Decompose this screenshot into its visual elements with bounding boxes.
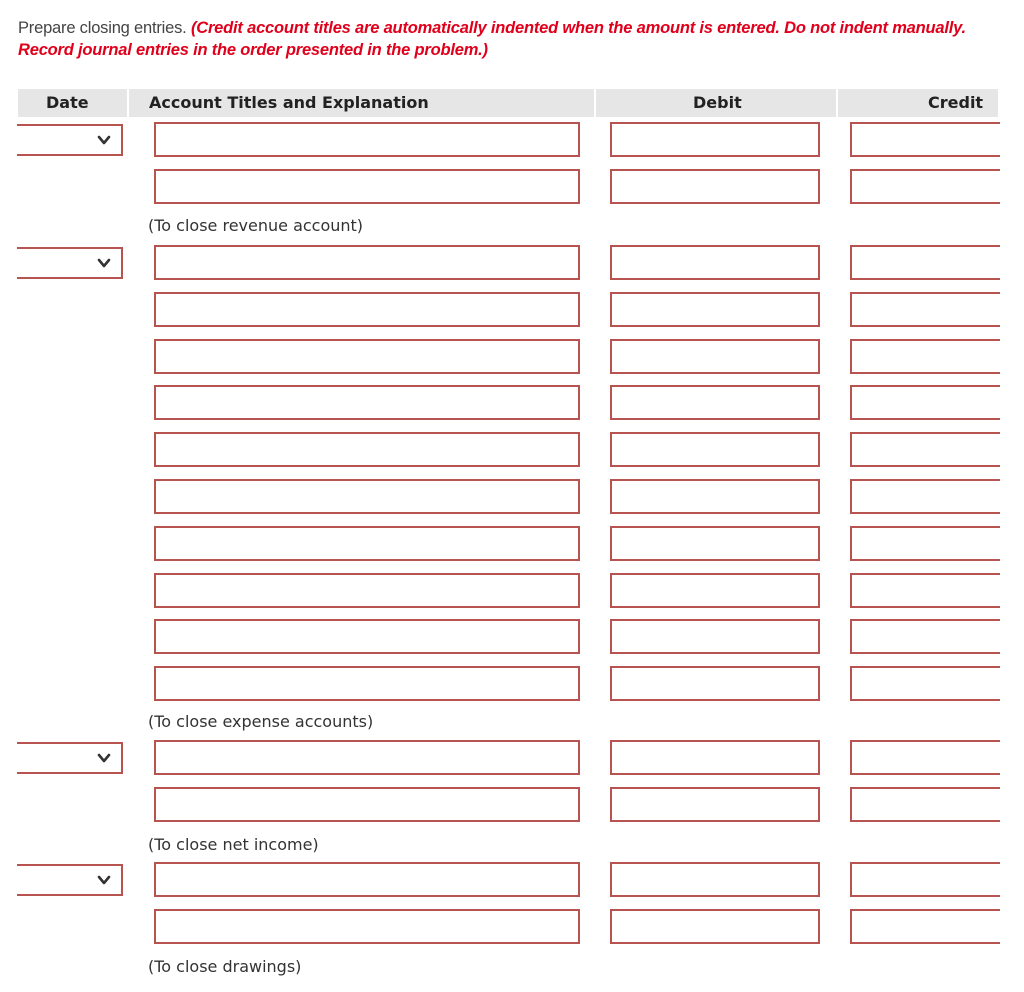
account-field[interactable] bbox=[154, 909, 580, 944]
debit-field[interactable] bbox=[610, 619, 820, 654]
account-field[interactable] bbox=[154, 169, 580, 204]
account-field[interactable] bbox=[154, 122, 580, 157]
chevron-down-icon bbox=[97, 874, 111, 886]
account-field[interactable] bbox=[154, 740, 580, 775]
account-field[interactable] bbox=[154, 787, 580, 822]
account-field[interactable] bbox=[154, 526, 580, 561]
debit-field[interactable] bbox=[610, 169, 820, 204]
debit-field[interactable] bbox=[610, 245, 820, 280]
debit-field[interactable] bbox=[610, 573, 820, 608]
header-credit: Credit bbox=[928, 93, 984, 112]
credit-field[interactable] bbox=[850, 740, 1000, 775]
credit-field[interactable] bbox=[850, 862, 1000, 897]
chevron-down-icon bbox=[97, 134, 111, 146]
debit-field[interactable] bbox=[610, 122, 820, 157]
debit-field[interactable] bbox=[610, 666, 820, 701]
entry-explanation: (To close net income) bbox=[148, 835, 319, 854]
instructions-prefix: Prepare closing entries. bbox=[18, 19, 187, 37]
credit-field[interactable] bbox=[850, 479, 1000, 514]
credit-field[interactable] bbox=[850, 666, 1000, 701]
credit-field[interactable] bbox=[850, 573, 1000, 608]
debit-field[interactable] bbox=[610, 909, 820, 944]
header-date: Date bbox=[46, 93, 89, 112]
credit-field[interactable] bbox=[850, 619, 1000, 654]
debit-field[interactable] bbox=[610, 292, 820, 327]
credit-field[interactable] bbox=[850, 432, 1000, 467]
debit-field[interactable] bbox=[610, 787, 820, 822]
account-field[interactable] bbox=[154, 385, 580, 420]
date-select[interactable] bbox=[17, 742, 123, 774]
account-field[interactable] bbox=[154, 292, 580, 327]
account-field[interactable] bbox=[154, 339, 580, 374]
account-field[interactable] bbox=[154, 619, 580, 654]
entry-explanation: (To close expense accounts) bbox=[148, 712, 374, 731]
date-select[interactable] bbox=[17, 124, 123, 156]
account-field[interactable] bbox=[154, 666, 580, 701]
chevron-down-icon bbox=[97, 752, 111, 764]
credit-field[interactable] bbox=[850, 169, 1000, 204]
account-field[interactable] bbox=[154, 432, 580, 467]
credit-field[interactable] bbox=[850, 245, 1000, 280]
credit-field[interactable] bbox=[850, 909, 1000, 944]
debit-field[interactable] bbox=[610, 479, 820, 514]
credit-field[interactable] bbox=[850, 787, 1000, 822]
credit-field[interactable] bbox=[850, 292, 1000, 327]
account-field[interactable] bbox=[154, 245, 580, 280]
header-debit: Debit bbox=[693, 93, 742, 112]
date-select[interactable] bbox=[17, 864, 123, 896]
header-account: Account Titles and Explanation bbox=[149, 93, 429, 112]
debit-field[interactable] bbox=[610, 385, 820, 420]
debit-field[interactable] bbox=[610, 526, 820, 561]
account-field[interactable] bbox=[154, 862, 580, 897]
credit-field[interactable] bbox=[850, 339, 1000, 374]
credit-field[interactable] bbox=[850, 122, 1000, 157]
entry-explanation: (To close revenue account) bbox=[148, 216, 364, 235]
debit-field[interactable] bbox=[610, 740, 820, 775]
instructions-note: (Credit account titles are automatically indented when the amount is entered. Do not indent manually. Record journal entries in the order presented in the problem.) bbox=[18, 19, 966, 59]
account-field[interactable] bbox=[154, 573, 580, 608]
entry-explanation: (To close drawings) bbox=[148, 957, 302, 976]
credit-field[interactable] bbox=[850, 385, 1000, 420]
date-select[interactable] bbox=[17, 247, 123, 279]
debit-field[interactable] bbox=[610, 339, 820, 374]
chevron-down-icon bbox=[97, 257, 111, 269]
debit-field[interactable] bbox=[610, 432, 820, 467]
debit-field[interactable] bbox=[610, 862, 820, 897]
credit-field[interactable] bbox=[850, 526, 1000, 561]
account-field[interactable] bbox=[154, 479, 580, 514]
